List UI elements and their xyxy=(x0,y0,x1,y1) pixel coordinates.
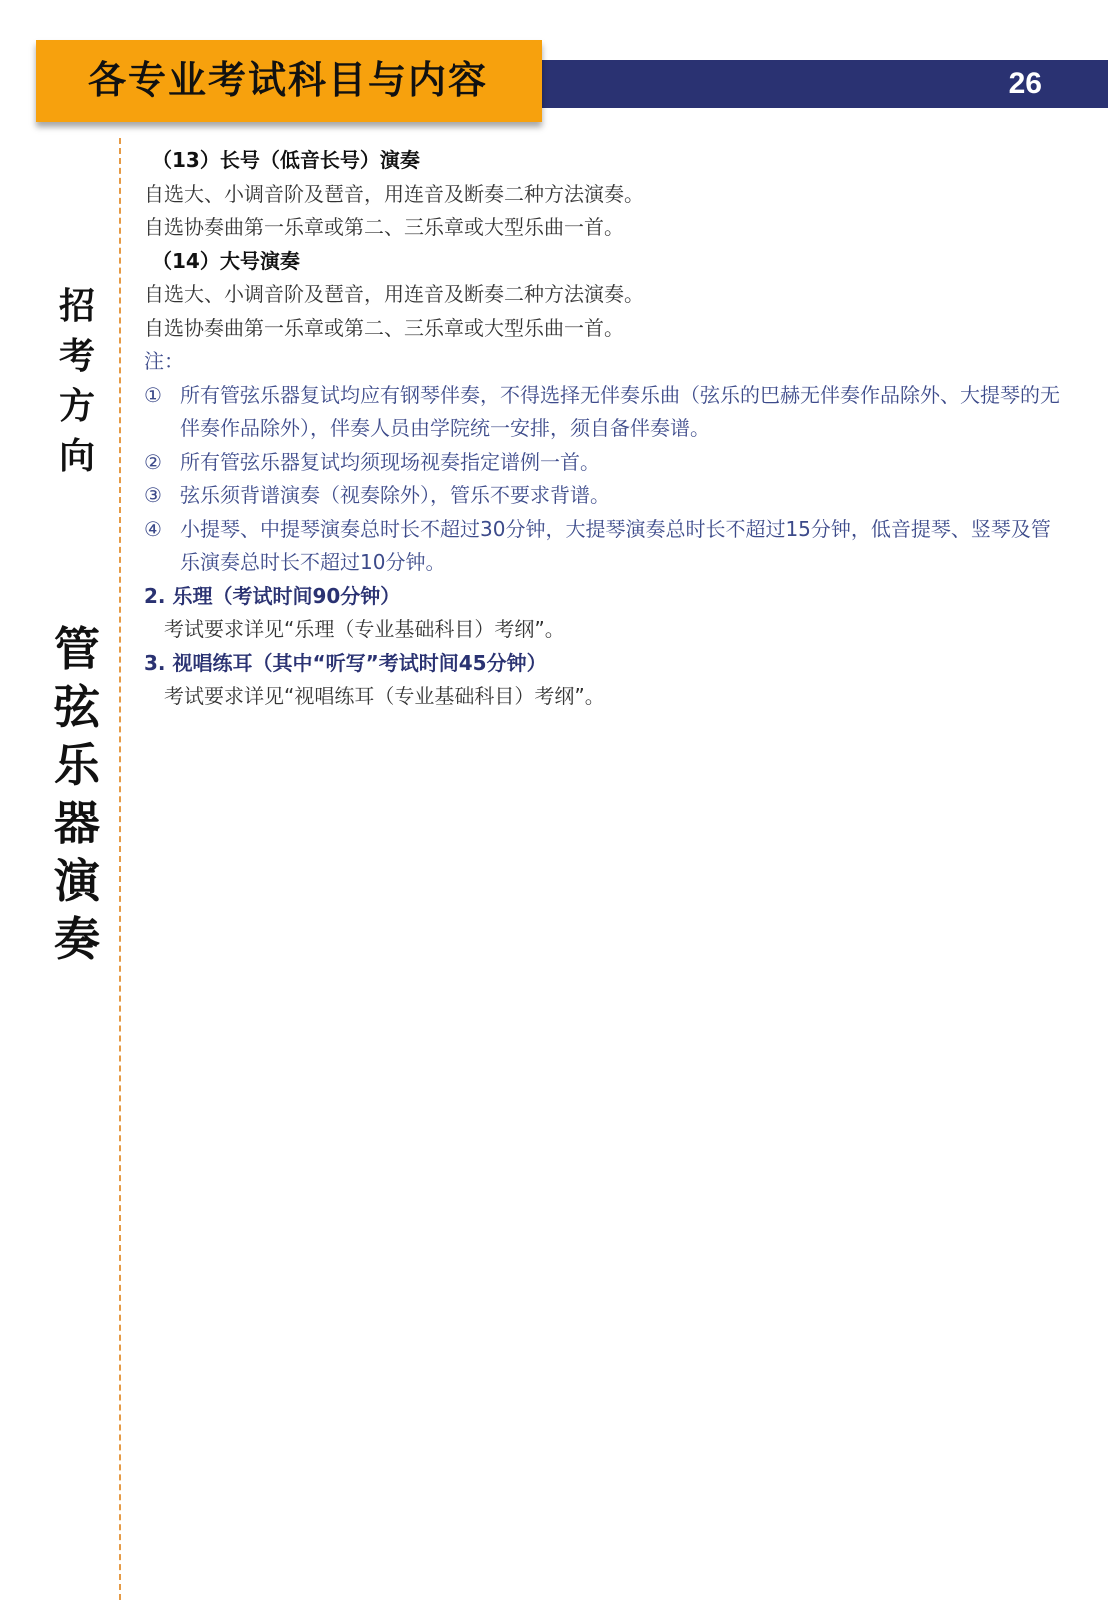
note-text: 所有管弦乐器复试均应有钢琴伴奏，不得选择无伴奏乐曲（弦乐的巴赫无伴奏作品除外、大提琴的无伴奏作品除外），伴奏人员由学院统一安排，须自备伴奏谱。 xyxy=(180,382,1060,440)
sidebar-char: 奏 xyxy=(54,912,100,966)
sidebar-label-major xyxy=(52,620,102,968)
sidebar-char: 管 xyxy=(54,622,100,676)
note-text: 小提琴、中提琴演奏总时长不超过30分钟，大提琴演奏总时长不超过15分钟，低音提琴、竖琴及管乐演奏总时长不超过10分钟。 xyxy=(180,516,1051,574)
note-number: ① xyxy=(144,382,162,407)
sidebar-char: 器 xyxy=(54,796,100,850)
section-solfeggio-text: 考试要求详见“视唱练耳（专业基础科目）考纲”。 xyxy=(164,684,605,708)
sidebar-char: 向 xyxy=(58,436,95,477)
sidebar-char: 乐 xyxy=(54,738,100,792)
note-number: ③ xyxy=(144,483,162,507)
note-text: 所有管弦乐器复试均须现场视奏指定谱例一首。 xyxy=(180,449,600,474)
sidebar-char: 考 xyxy=(58,336,95,377)
sidebar-label-recruitment xyxy=(52,282,102,482)
page-number: 26 xyxy=(1008,67,1042,100)
section-solfeggio-heading: 3. 视唱练耳（其中“听写”考试时间45分钟） xyxy=(144,650,547,675)
note-item xyxy=(144,446,1064,480)
item14-line: 自选协奏曲第一乐章或第二、三乐章或大型乐曲一首。 xyxy=(144,315,624,340)
item13-line: 自选大、小调音阶及琶音，用连音及断奏二种方法演奏。 xyxy=(144,181,644,206)
main-content xyxy=(144,144,1064,714)
item13-heading: （13）长号（低音长号）演奏 xyxy=(152,148,420,172)
note-item xyxy=(144,513,1064,580)
item14-line: 自选大、小调音阶及琶音，用连音及断奏二种方法演奏。 xyxy=(144,282,644,306)
item13-line: 自选协奏曲第一乐章或第二、三乐章或大型乐曲一首。 xyxy=(144,215,624,239)
note-text: 弦乐须背谱演奏（视奏除外），管乐不要求背谱。 xyxy=(180,483,610,507)
note-number: ④ xyxy=(144,516,162,541)
sidebar-char: 方 xyxy=(58,386,95,427)
page-title: 各专业考试科目与内容 xyxy=(88,58,489,102)
section-music-theory-text: 考试要求详见“乐理（专业基础科目）考纲”。 xyxy=(164,617,565,641)
notes-label: 注： xyxy=(144,349,184,373)
sidebar-char: 演 xyxy=(54,854,100,908)
item14-heading: （14）大号演奏 xyxy=(152,248,300,273)
section-music-theory-heading: 2. 乐理（考试时间90分钟） xyxy=(144,583,401,608)
note-item xyxy=(144,479,1064,513)
sidebar-divider xyxy=(119,138,121,1600)
note-number: ② xyxy=(144,449,162,474)
sidebar-char: 弦 xyxy=(54,680,100,734)
header-bar xyxy=(540,60,1108,108)
note-item xyxy=(144,379,1064,446)
title-box xyxy=(36,40,542,122)
sidebar-char: 招 xyxy=(58,286,95,327)
